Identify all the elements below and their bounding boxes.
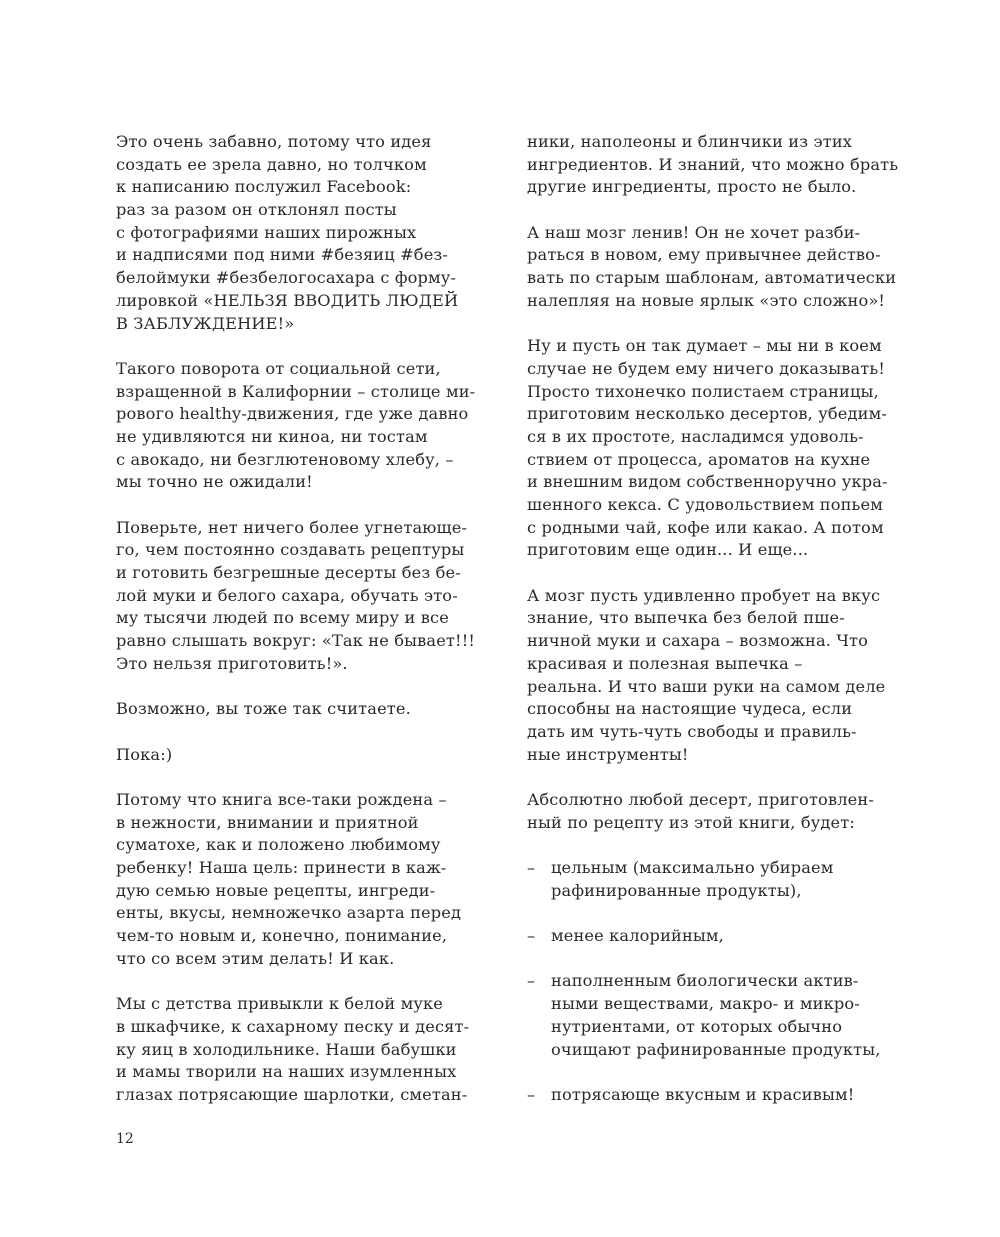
text-line: с авокадо, ни безглютеновому хлебу, – [116,449,454,469]
text-line: го, чем постоянно создавать рецептуры [116,540,465,560]
text-line: мы точно не ожидали! [116,472,313,492]
text-line: не удивляются ни киноа, ни тостам [116,426,428,446]
text-line: лой муки и белого сахара, обучать это- [116,585,458,605]
text-line: создать ее зрела давно, но толчком [116,154,427,174]
text-line: и готовить безгрешные десерты без бе- [116,563,461,583]
text-line: А мозг пусть удивленно пробует на вкус [527,585,881,605]
text-line: и мамы творили на наших изумленных [116,1062,457,1082]
text-line: ся в их простоте, насладимся удоволь- [527,426,864,446]
right-column [527,131,917,1129]
text-line: что со всем этим делать! И как. [116,948,395,968]
text-line: приготовим несколько десертов, убедим- [527,404,887,424]
text-line: и надписями под ними #безяиц #без- [116,245,449,265]
text-line: глазах потрясающие шарлотки, сметан- [116,1084,468,1104]
text-line: к написанию послужил Facebook: [116,177,412,197]
text-line: ку яиц в холодильнике. Наши бабушки [116,1039,457,1059]
text-line: ствием от процесса, ароматов на кухне [527,449,871,469]
text-line: очищают рафинированные продукты, [551,1039,881,1059]
text-line: случае не будем ему ничего доказывать! [527,358,886,378]
text-line: А наш мозг ленив! Он не хочет разби- [527,222,861,242]
text-line: ребенку! Наша цель: принести в каж- [116,858,447,877]
text-line: в шкафчике, к сахарному песку и десят- [116,1016,470,1036]
text-line: Поверьте, нет ничего более угнетающе- [116,517,468,537]
text-line: и внешним видом собственноручно укра- [527,472,888,492]
text-line: Возможно, вы тоже так считаете. [116,699,411,719]
text-line: ингредиентов. И знаний, что можно брать [527,154,899,174]
text-line: ники, наполеоны и блинчики из этих [527,132,853,151]
text-line: Ну и пусть он так думает – мы ни в коем [527,336,882,356]
text-line: с родными чай, кофе или какао. А потом [527,517,884,537]
dash-bullet-icon: – [527,858,536,877]
text-line: Потому что книга все-таки рождена – [116,789,447,809]
text-line: Просто тихонечко полистаем страницы, [527,381,879,401]
text-line: Такого поворота от социальной сети, [116,358,441,378]
paragraph-lazy-brain [527,222,917,313]
text-line: шенного кекса. С удовольствием попьем [527,495,883,514]
text-line: рового healthy-движения, где уже давно [116,404,469,424]
text-line: му тысячи людей по всему миру и все [116,608,449,628]
text-line: дать им чуть-чуть свободы и правиль- [527,721,857,741]
text-line: суматохе, как и положено любимому [116,835,441,855]
paragraph-believe [116,517,496,676]
text-line: нутриентами, от которых обычно [551,1016,843,1036]
text-line: Мы с детства привыкли к белой муке [116,994,443,1014]
text-line: дую семью новые рецепты, ингреди- [116,880,436,900]
text-line: раз за разом он отклонял посты [116,200,397,220]
list-item [527,925,917,948]
dash-bullet-icon: – [527,926,536,946]
text-line: способны на настоящие чудеса, если [527,699,853,719]
text-line: лировкой «НЕЛЬЗЯ ВВОДИТЬ ЛЮДЕЙ [116,290,459,310]
paragraph-bye [116,744,496,767]
dessert-qualities-list [527,857,917,1107]
text-line: наполненным биологически актив- [551,971,859,991]
text-line: ными веществами, макро- и микро- [551,994,860,1014]
text-line: налепляя на новые ярлык «это сложно»! [527,290,886,310]
text-line: раться в новом, ему привычнее действо- [527,245,881,265]
text-line: с фотографиями наших пирожных [116,222,417,242]
text-line: цельным (максимально убираем [551,858,834,877]
paragraph-let-it-think [527,335,917,562]
text-line: вать по старым шаблонам, автоматически [527,268,897,288]
paragraph-facebook [116,131,496,335]
text-line: другие ингредиенты, просто не было. [527,177,857,197]
text-line: рафинированные продукты), [551,880,802,900]
paragraph-napoleons [527,131,917,199]
text-line: ный по рецепту из этой книги, будет: [527,812,855,832]
text-line: равно слышать вокруг: «Так не бывает!!! [116,631,476,651]
text-line: ничной муки и сахара – возможна. Что [527,631,869,651]
paragraph-california [116,358,496,494]
text-line: В ЗАБЛУЖДЕНИЕ!» [116,313,295,333]
text-line: Это нельзя приготовить!». [116,653,348,673]
text-line: в нежности, внимании и приятной [116,812,419,832]
left-column [116,131,496,1129]
text-line: взращенной в Калифорнии – столице ми- [116,381,476,401]
text-line: реальна. И что ваши руки на самом деле [527,676,886,696]
paragraph-maybe [116,698,496,721]
paragraph-childhood [116,993,496,1106]
dash-bullet-icon: – [527,1084,536,1104]
list-item [527,970,917,1061]
text-line: белоймуки #безбелогосахара с форму- [116,268,457,288]
text-line: приготовим еще один... И еще... [527,540,809,560]
text-line: красивая и полезная выпечка – [527,653,803,673]
text-line: чем-то новым и, конечно, понимание, [116,926,448,946]
paragraph-any-dessert [527,789,917,834]
text-line: потрясающе вкусным и красивым! [551,1084,855,1104]
text-line: знание, что выпечка без белой пше- [527,608,845,628]
text-line: Абсолютно любой десерт, приготовлен- [527,789,874,809]
text-line: Это очень забавно, потому что идея [116,132,432,151]
text-line: Пока:) [116,744,173,764]
text-line: ные инструменты! [527,744,689,764]
text-line: енты, вкусы, немножечко азарта перед [116,903,462,923]
text-line: менее калорийным, [551,926,724,946]
list-item [527,1084,917,1107]
paragraph-brain-tastes [527,585,917,767]
dash-bullet-icon: – [527,971,536,991]
paragraph-book-born [116,789,496,971]
list-item [527,857,917,902]
page-number: 12 [116,1131,134,1147]
